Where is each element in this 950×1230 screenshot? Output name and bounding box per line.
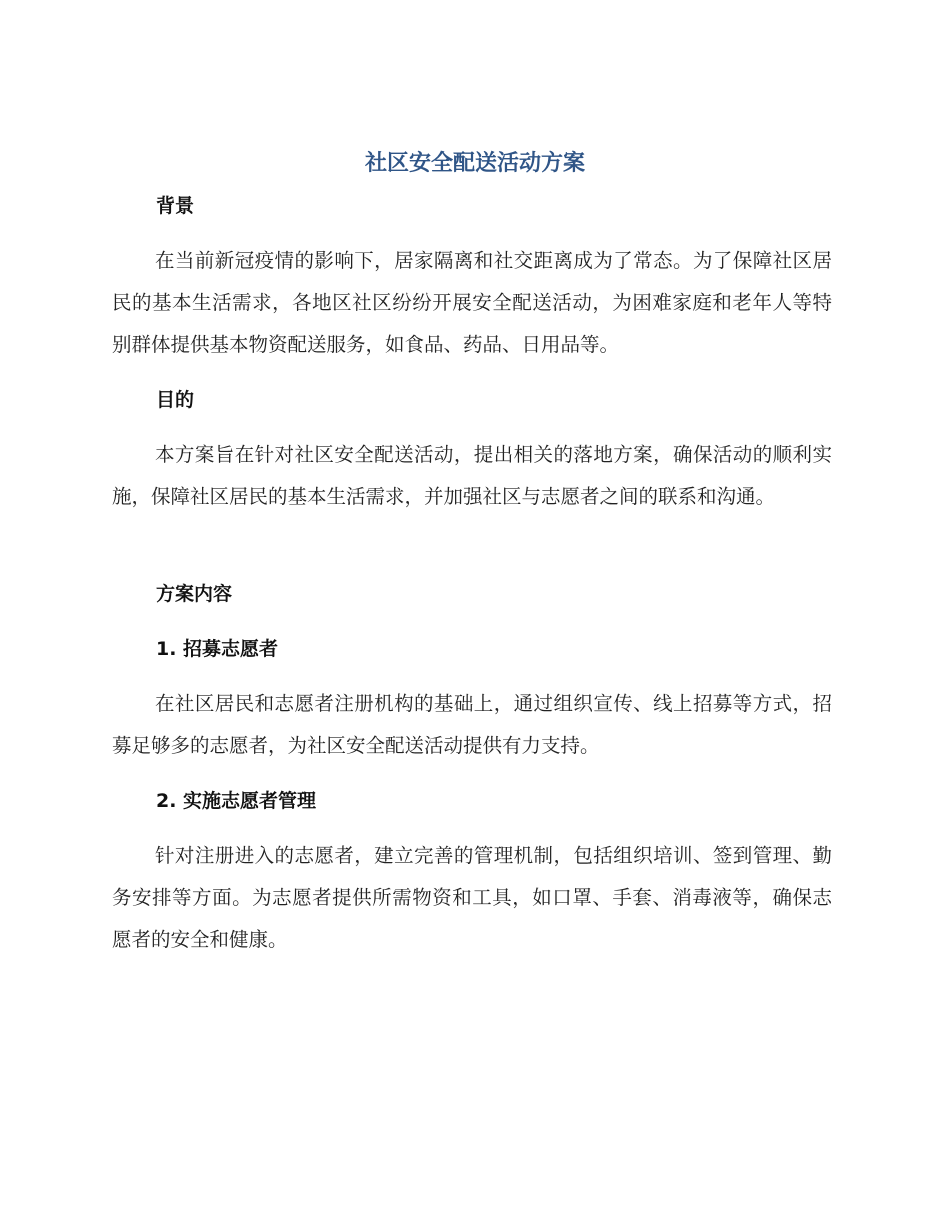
- section-heading-purpose: 目的: [156, 389, 195, 411]
- section-paragraph-purpose: 本方案旨在针对社区安全配送活动，提出相关的落地方案，确保活动的顺利实施，保障社区居民的基本生活需求，并加强社区与志愿者之间的联系和沟通。: [112, 443, 832, 508]
- section-heading-volunteer-management: 2. 实施志愿者管理: [156, 790, 317, 812]
- section-paragraph-recruit-volunteers: 在社区居民和志愿者注册机构的基础上，通过组织宣传、线上招募等方式，招募足够多的志愿者，为社区安全配送活动提供有力支持。: [112, 692, 832, 757]
- section-heading-background: 背景: [156, 195, 195, 217]
- section-heading-plan-content: 方案内容: [156, 583, 233, 605]
- section-paragraph-volunteer-management: 针对注册进入的志愿者，建立完善的管理机制，包括组织培训、签到管理、勤务安排等方面。为志愿者提供所需物资和工具，如口罩、手套、消毒液等，确保志愿者的安全和健康。: [112, 844, 832, 951]
- section-paragraph-background: 在当前新冠疫情的影响下，居家隔离和社交距离成为了常态。为了保障社区居民的基本生活需求，各地区社区纷纷开展安全配送活动，为困难家庭和老年人等特别群体提供基本物资配送服务，如食品、药品、日用品等。: [112, 249, 832, 356]
- document-title: 社区安全配送活动方案: [364, 151, 585, 176]
- section-heading-recruit-volunteers: 1. 招募志愿者: [156, 638, 279, 660]
